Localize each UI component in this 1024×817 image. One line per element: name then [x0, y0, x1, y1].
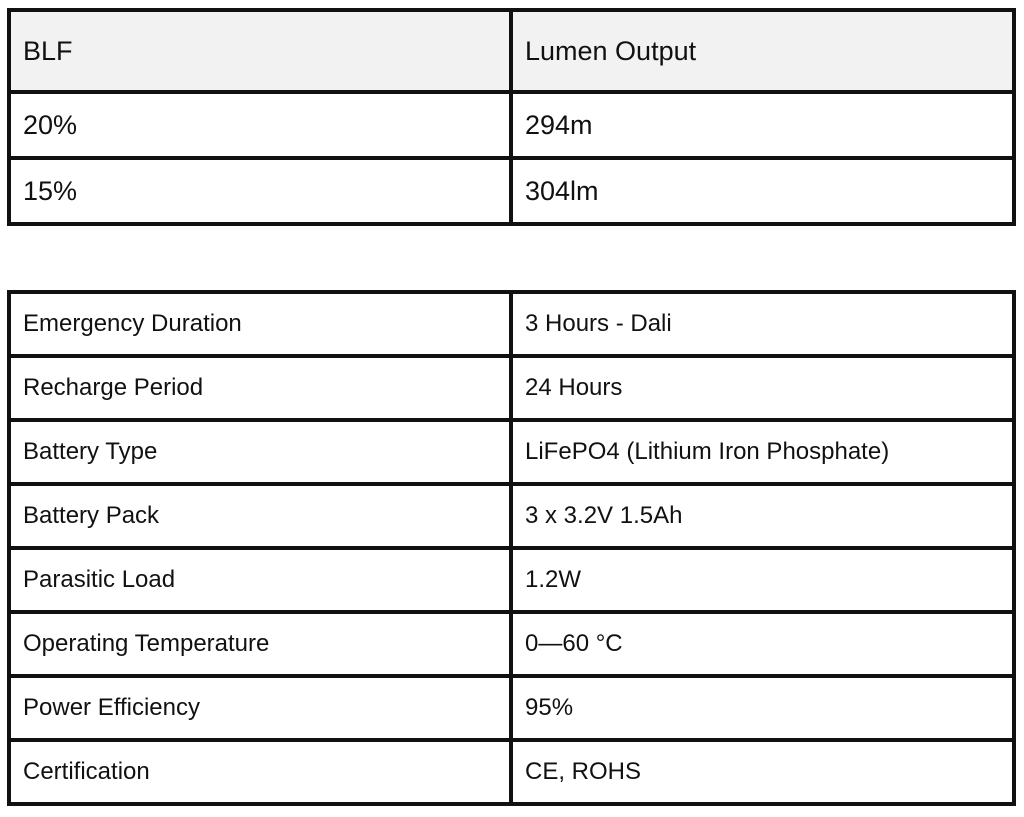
lumen-cell: 294m [511, 92, 1014, 158]
table-row [9, 612, 1014, 676]
table-row [9, 92, 1014, 158]
table-row [9, 548, 1014, 612]
spec-label-cell: Power Efficiency [9, 676, 511, 740]
blf-lumen-table [7, 8, 1016, 226]
spec-value-cell: 3 Hours - Dali [511, 292, 1014, 356]
table-row [9, 356, 1014, 420]
table-row [9, 158, 1014, 224]
spec-value-cell: 95% [511, 676, 1014, 740]
specification-table [7, 290, 1016, 806]
spec-value-cell: 0—60 °C [511, 612, 1014, 676]
blf-cell: 15% [9, 158, 511, 224]
table-row [9, 484, 1014, 548]
table-row [9, 420, 1014, 484]
spec-label-cell: Battery Pack [9, 484, 511, 548]
table-row [9, 676, 1014, 740]
spec-value-cell: CE, ROHS [511, 740, 1014, 804]
spec-label-cell: Recharge Period [9, 356, 511, 420]
spec-value-cell: LiFePO4 (Lithium Iron Phosphate) [511, 420, 1014, 484]
spec-label-cell: Certification [9, 740, 511, 804]
table-header-row [9, 10, 1014, 92]
table-row [9, 292, 1014, 356]
header-cell-blf: BLF [9, 10, 511, 92]
spec-value-cell: 24 Hours [511, 356, 1014, 420]
spec-label-cell: Operating Temperature [9, 612, 511, 676]
spec-label-cell: Parasitic Load [9, 548, 511, 612]
spec-label-cell: Emergency Duration [9, 292, 511, 356]
spec-value-cell: 1.2W [511, 548, 1014, 612]
blf-cell: 20% [9, 92, 511, 158]
header-cell-lumen-output: Lumen Output [511, 10, 1014, 92]
table-row [9, 740, 1014, 804]
spec-value-cell: 3 x 3.2V 1.5Ah [511, 484, 1014, 548]
spec-label-cell: Battery Type [9, 420, 511, 484]
lumen-cell: 304lm [511, 158, 1014, 224]
